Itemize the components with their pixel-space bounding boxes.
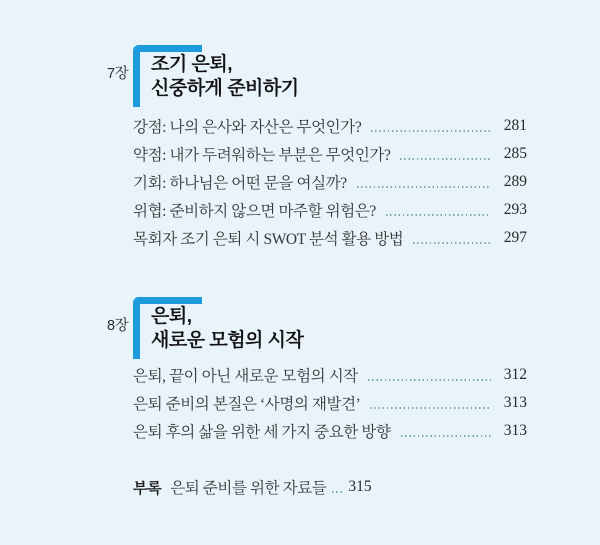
chapter-8-title-line-2: 새로운 모험의 시작 — [151, 329, 304, 351]
toc-entry-page: 285 — [503, 145, 527, 162]
toc-entry-label: 위협: 준비하지 않으면 마주할 위험은? — [133, 203, 376, 220]
chapter-8-bracket — [133, 297, 303, 352]
dotted-leader — [332, 491, 343, 493]
appendix-title: 은퇴 준비를 위한 자료들 — [170, 480, 327, 497]
toc-entry — [133, 361, 527, 389]
chapter-8-title-line-1: 은퇴, — [151, 306, 192, 327]
toc-entry — [133, 417, 527, 445]
toc-entry — [133, 224, 527, 252]
toc-entry-label: 은퇴, 끝이 아닌 새로운 모험의 시작 — [133, 368, 358, 385]
toc-entry-label: 은퇴 준비의 본질은 ‘사명의 재발견’ — [133, 396, 361, 413]
dotted-leader — [368, 379, 491, 381]
chapter-7-title-line-2: 신중하게 준비하기 — [151, 77, 299, 99]
toc-entry-page: 293 — [503, 201, 527, 218]
toc-entry — [133, 140, 527, 168]
appendix-entry — [133, 473, 372, 501]
dotted-leader — [400, 158, 491, 160]
toc-entry-page: 313 — [503, 422, 527, 439]
chapter-8-title — [151, 305, 303, 352]
chapter-8-number: 8장 — [107, 318, 129, 334]
dotted-leader — [413, 242, 491, 244]
toc-entry — [133, 196, 527, 224]
chapter-7-bracket — [133, 45, 299, 100]
toc-entry-page: 289 — [503, 173, 527, 190]
toc-entry-page: 297 — [503, 229, 527, 246]
toc-entry-label: 목회자 조기 은퇴 시 SWOT 분석 활용 방법 — [133, 231, 404, 248]
chapter-8-heading — [107, 297, 303, 352]
dotted-leader — [386, 214, 491, 216]
toc-entry-page: 281 — [503, 117, 527, 134]
toc-entry-label: 강점: 나의 은사와 자산은 무엇인가? — [133, 119, 362, 136]
toc-entry — [133, 168, 527, 196]
dotted-leader — [370, 407, 491, 409]
appendix-label: 부록 — [133, 479, 162, 497]
chapter-7-heading — [107, 45, 299, 100]
chapter-7-number: 7장 — [107, 66, 129, 82]
chapter-7-entries — [133, 112, 527, 252]
toc-entry-label: 기회: 하나님은 어떤 문을 여실까? — [133, 175, 347, 192]
chapter-8-entries — [133, 361, 527, 445]
appendix-page: 315 — [348, 478, 372, 495]
toc-entry-label: 약점: 내가 두려워하는 부분은 무엇인가? — [133, 147, 391, 164]
dotted-leader — [357, 186, 491, 188]
dotted-leader — [401, 435, 492, 437]
chapter-7-title-line-1: 조기 은퇴, — [151, 54, 232, 75]
chapter-7-title — [151, 53, 299, 100]
toc-entry-page: 312 — [503, 366, 527, 383]
toc-entry-page: 313 — [503, 394, 527, 411]
toc-entry-label: 은퇴 후의 삶을 위한 세 가지 중요한 방향 — [133, 424, 391, 441]
toc-entry — [133, 389, 527, 417]
dotted-leader — [371, 130, 491, 132]
toc-entry — [133, 112, 527, 140]
